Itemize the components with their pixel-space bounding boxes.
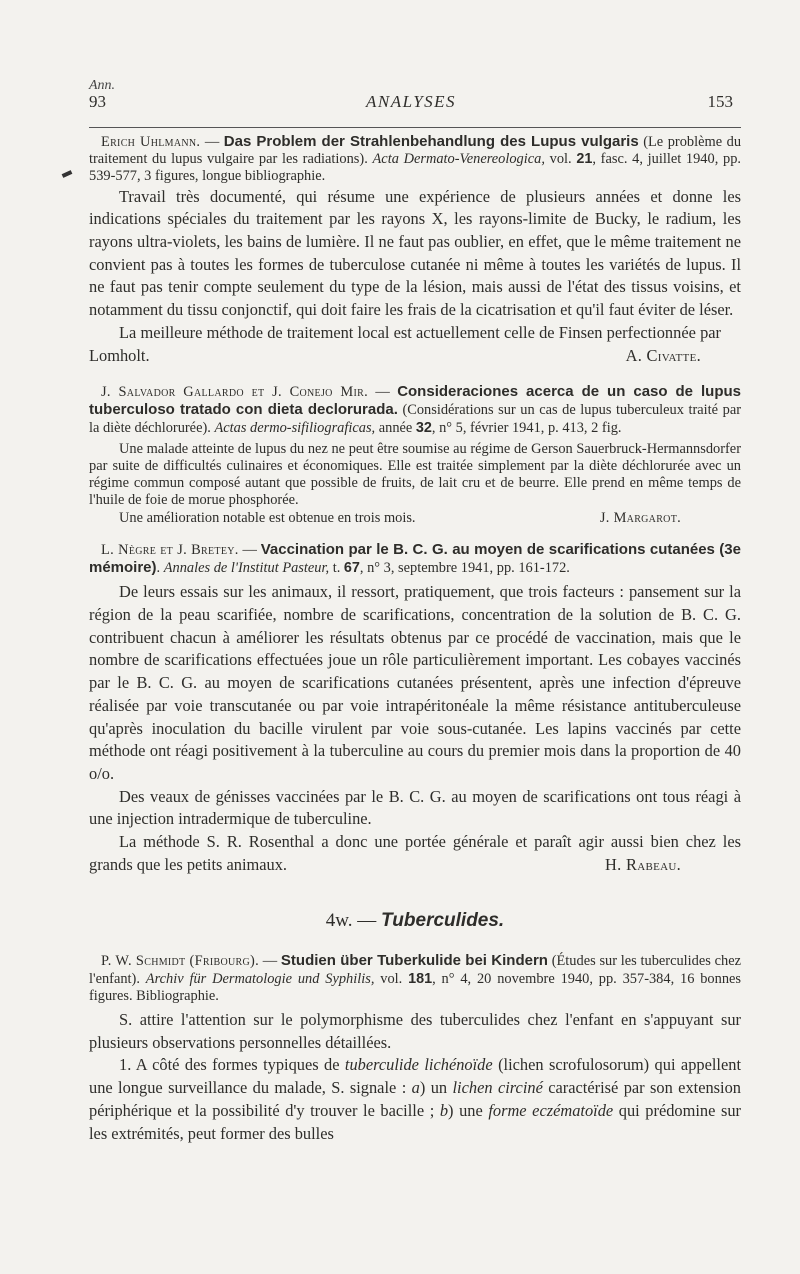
volume-number: 21 xyxy=(576,151,593,168)
review-paragraph: Travail très documenté, qui résume une expérience de plusieurs années et donne les indications spéciales du traitement par les rayons X, les rayons-limite de Bucky, le radium, les rayons ultra-violets, les bains de lumière. Il ne faut pas oublier, en effet, que le même traitement ne convient pas à toutes les formes de tuberculose cutanée ni même à toutes les variétés de lupus. Il ne faut pas tenir compte seulement du type de la lésion, mais aussi de l'état des tissus voisins, et notamment du tissu conjonctif, qui doit faire les frais de la cicatrisation et qu'il faut éviter de léser. xyxy=(89,186,741,320)
page-body xyxy=(89,133,741,1145)
review-title: Consideraciones acerca de un caso de lupus tuberculoso tratado con dieta declorurada. xyxy=(89,383,741,419)
review-paragraph: Une malade atteinte de lupus du nez ne peut être soumise au régime de Gerson Sauerbruck-Hermannsdorfer par suite de difficultés culinaires et économiques. Elle est traitée simplement par la diète déchlorurée avec un régime commun composé autant que possible de fruits, de lait cru et de beurre. Elle prend en même temps de l'huile de foie de morue phosphorée. xyxy=(89,440,741,509)
marginal-note: Ann. xyxy=(89,78,116,93)
review-citation: P. W. Schmidt (Fribourg). — Studien über Tuberkulide bei Kindern (Études sur les tuberculides chez l'enfant). Archiv für Dermatologie und Syphilis, vol. 181, n° 4, 20 novembre 1940, pp. 357-384, 16 bonnes figures. Bibliographie. xyxy=(89,952,742,1004)
closing-text: Une amélioration notable est obtenue en trois mois. xyxy=(119,509,416,526)
section-title: ANALYSES xyxy=(365,92,457,111)
page-number: 153 xyxy=(707,92,733,111)
review-paragraph: S. attire l'attention sur le polymorphisme des tuberculides chez l'enfant en s'appuyant sur plusieurs observations personnelles détaillées. xyxy=(89,1010,741,1052)
header-rule xyxy=(89,127,741,128)
review-paragraph: 1. A côté des formes typiques de tuberculide lichénoïde (lichen scrofulosorum) qui appellent une longue surveillance du malade, S. signale : a) un lichen circiné caractérisé par son extension périphérique et la possibilité d'y trouver le bacille ; b) une forme eczématoïde qui prédomine sur les extrémités, peut former des bulles xyxy=(89,1055,741,1143)
review-closing: La méthode S. R. Rosenthal a donc une portée générale et paraît agir aussi bien chez les grands que les petits animaux. xyxy=(89,832,741,874)
section-title-text: Tuberculides. xyxy=(381,910,505,932)
journal-name: Actas dermo-sifiliograficas, xyxy=(214,419,376,436)
volume-number: 67 xyxy=(343,560,360,577)
review-title: Vaccination par le B. C. G. au moyen de scarifications cutanées (3e mémoire) xyxy=(89,540,741,577)
volume-number: 32 xyxy=(415,419,432,436)
running-header xyxy=(89,92,733,114)
volume-page: 93 xyxy=(89,92,106,111)
review-authors: P. W. Schmidt (Fribourg). xyxy=(101,953,260,970)
review-negre xyxy=(89,541,741,877)
review-schmidt xyxy=(89,952,741,1145)
journal-name: Annales de l'Institut Pasteur, xyxy=(163,560,330,577)
review-title: Studien über Tuberkulide bei Kindern xyxy=(280,952,548,970)
review-citation: L. Nègre et J. Bretey. — Vaccination par le B. C. G. au moyen de scarifications cutanées (3e mémoire). Annales de l'Institut Pasteur, t. 67, n° 3, septembre 1941, pp. 161-172. xyxy=(89,540,741,577)
review-gallardo xyxy=(89,383,741,527)
review-authors: J. Salvador Gallardo et J. Conejo Mir. xyxy=(101,384,368,401)
review-signature: J. Margarot. xyxy=(599,509,681,526)
review-title: Das Problem der Strahlenbehandlung des Lupus vulgaris xyxy=(223,133,639,150)
section-number: 4w. — xyxy=(325,910,382,932)
review-signature: A. Civatte. xyxy=(625,345,701,365)
review-citation: J. Salvador Gallardo et J. Conejo Mir. — Consideraciones acerca de un caso de lupus tuberculoso tratado con dieta declorurada. (Considérations sur un cas de lupus tuberculeux traité par la diète déchlorurée). Actas dermo-sifiliograficas, année 32, n° 5, février 1941, p. 413, 2 fig. xyxy=(89,383,741,436)
review-paragraph: Des veaux de génisses vaccinées par le B. C. G. au moyen de scarifications ont tous réagi à une injection intradermique de tuberculine. xyxy=(89,786,741,829)
review-uhlmann xyxy=(89,133,741,367)
margin-mark xyxy=(62,170,73,178)
review-signature: H. Rabeau. xyxy=(605,854,681,874)
review-authors: Erich Uhlmann. xyxy=(101,134,201,150)
volume-number: 181 xyxy=(408,970,433,987)
closing-text: La meilleure méthode de traitement local est actuellement celle de Finsen perfectionnée par Lomholt. xyxy=(89,322,721,365)
review-closing xyxy=(89,510,741,527)
review-citation: Erich Uhlmann. — Das Problem der Strahlenbehandlung des Lupus vulgaris (Le problème du traitement du lupus vulgaire par les radiations). Acta Dermato-Venereologica, vol. 21, fasc. 4, juillet 1940, pp. 539-577, 3 figures, longue bibliographie. xyxy=(89,133,742,185)
section-heading xyxy=(89,910,741,932)
review-authors: L. Nègre et J. Bretey. xyxy=(101,541,239,558)
review-paragraph: De leurs essais sur les animaux, il ressort, pratiquement, que trois facteurs : pansement sur la région de la peau scarifiée, nombre de scarifications, concentration de la solution de B. C. G. contribuent chacun à améliorer les résultats obtenus par ce procédé de vaccination, mais que le nombre de scarifications effectuées joue un rôle particulièrement important. Les cobayes vaccinés par le B. C. G. au moyen de scarifications cutanées présentent, après une infection d'épreuve réalisée par voie transcutanée ou par voie intrapéritonéale la même résistance antituberculeuse qu'après inoculation du bacille virulent par voie sous-cutanée. Les lapins vaccinés par cette méthode ont réagi positivement à la tuberculine au cours du premier mois dans la proportion de 40 o/o. xyxy=(89,582,741,783)
journal-name: Archiv für Dermatologie und Syphilis, xyxy=(145,970,375,987)
journal-name: Acta Dermato-Venereologica, xyxy=(372,151,545,168)
